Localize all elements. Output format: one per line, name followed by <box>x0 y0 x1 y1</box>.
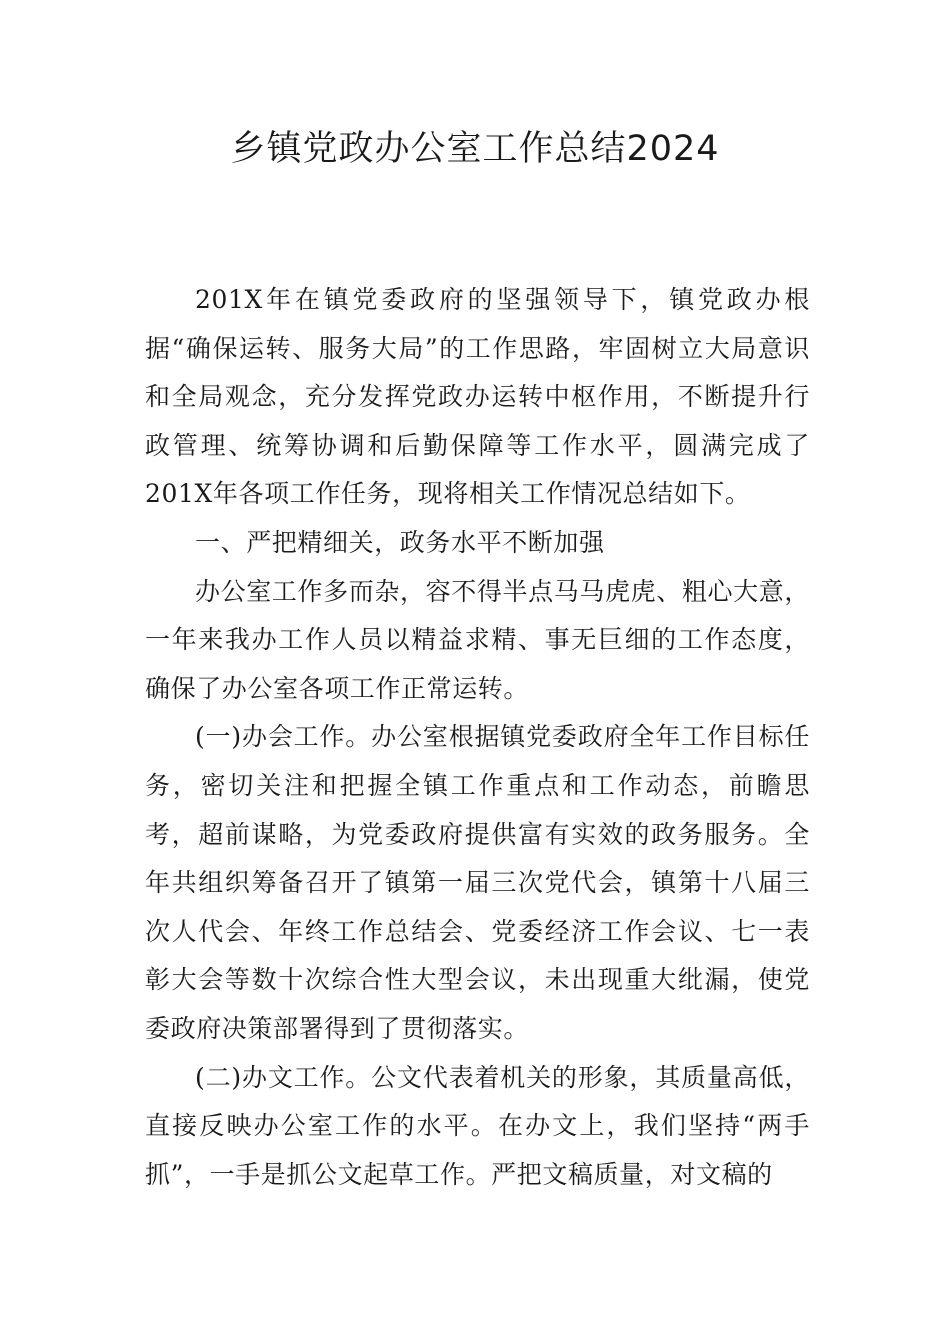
section-1-paragraph: 办公室工作多而杂，容不得半点马马虎虎、粗心大意，一年来我办工作人员以精益求精、事无巨细的工作态度，确保了办公室各项工作正常运转。 <box>145 576 810 703</box>
document-body <box>145 276 810 1199</box>
document-title: 乡镇党政办公室工作总结2024 <box>230 129 720 169</box>
meetings-paragraph: (一)办会工作。办公室根据镇党委政府全年工作目标任务，密切关注和把握全镇工作重点和工作动态，前瞻思考，超前谋略，为党委政府提供富有实效的政务服务。全年共组织筹备召开了镇第一届三次党代会，镇第十八届三次人代会、年终工作总结会、党委经济工作会议、七一表彰大会等数十次综合性大型会议，未出现重大纰漏，使党委政府决策部署得到了贯彻落实。 <box>145 722 810 1043</box>
documents-paragraph: (二)办文工作。公文代表着机关的形象，其质量高低，直接反映办公室工作的水平。在办文上，我们坚持“两手抓”，一手是抓公文起草工作。严把文稿质量，对文稿的 <box>145 1062 810 1189</box>
section-heading-1: 一、严把精细关，政务水平不断加强 <box>195 527 605 557</box>
intro-paragraph: 201X年在镇党委政府的坚强领导下，镇党政办根据“确保运转、服务大局”的工作思路，牢固树立大局意识和全局观念，充分发挥党政办运转中枢作用，不断提升行政管理、统筹协调和后勤保障等工作水平，圆满完成了201X年各项工作任务，现将相关工作情况总结如下。 <box>145 285 810 509</box>
